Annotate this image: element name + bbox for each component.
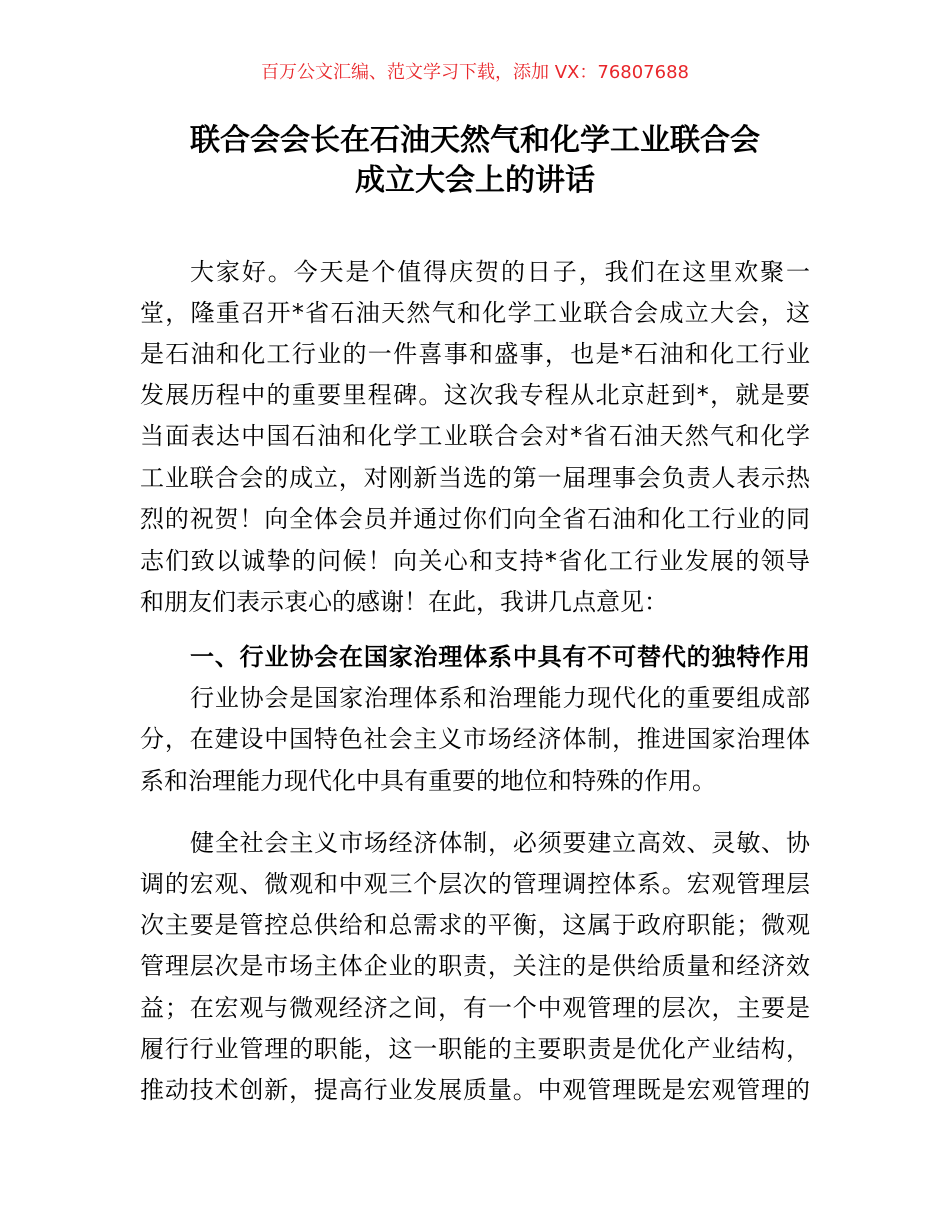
text-line: 烈的祝贺！向全体会员并通过你们向全省石油和化工行业的同: [140, 505, 810, 533]
text-line: 行业协会是国家治理体系和治理能力现代化的重要组成部: [190, 684, 810, 712]
text-line: 发展历程中的重要里程碑。这次我专程从北京赶到*，就是要: [140, 381, 810, 409]
text-line: 履行行业管理的职能，这一职能的主要职责是优化产业结构，: [140, 1035, 810, 1063]
text-line: 是石油和化工行业的一件喜事和盛事，也是*石油和化工行业: [140, 340, 810, 368]
text-line: 次主要是管控总供给和总需求的平衡，这属于政府职能；微观: [140, 911, 810, 939]
text-line: 堂，隆重召开*省石油天然气和化学工业联合会成立大会，这: [140, 299, 810, 327]
text-line: 管理层次是市场主体企业的职责，关注的是供给质量和经济效: [140, 952, 810, 980]
text-line: 推动技术创新，提高行业发展质量。中观管理既是宏观管理的: [140, 1076, 810, 1104]
watermark-banner: 百万公文汇编、范文学习下载，添加 VX：76807688: [261, 62, 689, 83]
section-heading: 一、行业协会在国家治理体系中具有不可替代的独特作用: [190, 643, 810, 671]
text-line: 益；在宏观与微观经济之间，有一个中观管理的层次，主要是: [140, 994, 810, 1022]
text-line: 工业联合会的成立，对刚新当选的第一届理事会负责人表示热: [140, 464, 810, 492]
text-line: 调的宏观、微观和中观三个层次的管理调控体系。宏观管理层: [140, 870, 810, 898]
text-line: 分，在建设中国特色社会主义市场经济体制，推进国家治理体: [140, 725, 810, 753]
text-line: 和朋友们表示衷心的感谢！在此，我讲几点意见：: [140, 588, 668, 616]
text-line: 健全社会主义市场经济体制，必须要建立高效、灵敏、协: [190, 829, 810, 857]
text-line: 当面表达中国石油和化学工业联合会对*省石油天然气和化学: [140, 422, 810, 450]
text-line: 系和治理能力现代化中具有重要的地位和特殊的作用。: [140, 767, 716, 795]
text-line: 志们致以诚挚的问候！向关心和支持*省化工行业发展的领导: [140, 547, 810, 575]
document-title-line-1: 联合会会长在石油天然气和化学工业联合会: [190, 123, 760, 158]
document-title-line-2: 成立大会上的讲话: [355, 163, 595, 198]
text-line: 大家好。今天是个值得庆贺的日子，我们在这里欢聚一: [190, 258, 810, 286]
